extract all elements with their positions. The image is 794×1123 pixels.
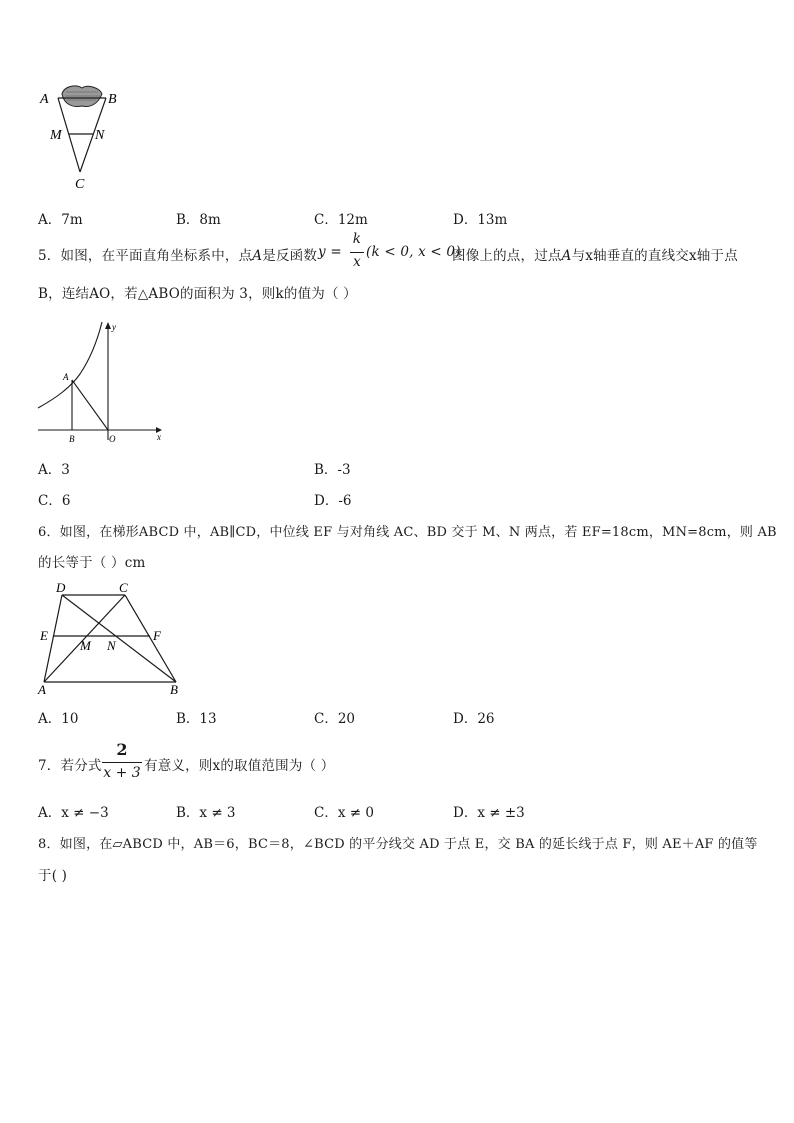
- q5-point-a2: A: [561, 248, 572, 264]
- q6-option-d: D．26: [453, 711, 495, 727]
- q5-option-d: D．-6: [314, 493, 352, 509]
- q6-option-b: B．13: [176, 711, 217, 727]
- label-E: E: [40, 628, 48, 643]
- q7-frac-den: x + 3: [103, 765, 141, 781]
- q7-option-c: C．x ≠ 0: [314, 805, 374, 821]
- q7-option-d: D．x ≠ ±3: [453, 805, 525, 821]
- q6-figure: [36, 578, 186, 696]
- q7-option-a: A．x ≠ −3: [38, 805, 109, 821]
- q5-text-e: 与x轴垂直的直线交x轴于点: [571, 248, 738, 264]
- q6-text-line1: 6．如图，在梯形ABCD 中，AB∥CD，中位线 EF 与对角线 AC、BD 交于 M、N 两点，若 EF=18cm，MN=8cm，则 AB: [38, 525, 777, 540]
- q5-option-b: B．-3: [314, 462, 351, 478]
- label-C: C: [119, 580, 128, 595]
- q5-text-b: 是反函数: [262, 248, 318, 264]
- q5-text-c: [452, 244, 738, 264]
- q7-frac-num: 2: [116, 740, 128, 759]
- q5-y-eq: y =: [318, 244, 342, 260]
- label-B: B: [170, 682, 178, 696]
- q5-text-a: 5．如图，在平面直角坐标系中，点: [38, 248, 253, 264]
- hyperbola-curve: [38, 322, 102, 408]
- q5-option-a: A．3: [38, 462, 70, 478]
- label-M: M: [80, 638, 91, 653]
- q4-figure: [36, 84, 126, 194]
- label-O: O: [109, 434, 116, 444]
- label-D: D: [56, 580, 66, 595]
- q5-point-a: A: [252, 248, 263, 264]
- label-A: A: [40, 92, 49, 107]
- q5-frac-bar: [350, 252, 364, 253]
- q6-option-c: C．20: [314, 711, 356, 727]
- label-y: y: [112, 322, 116, 332]
- q5-frac-num: k: [352, 231, 362, 247]
- q5-text-c1: 图像上的点，过点: [452, 248, 562, 264]
- label-N: N: [95, 128, 105, 143]
- q5-figure: [36, 318, 168, 444]
- q6-option-a: A．10: [38, 711, 79, 727]
- label-A: A: [63, 372, 69, 382]
- label-N: N: [107, 638, 116, 653]
- q7-text-b: 有意义，则x的取值范围为（ ）: [144, 758, 335, 774]
- q7-text-a: 7．若分式: [38, 758, 102, 774]
- q8-text-line1: 8．如图，在▱ABCD 中，AB＝6，BC＝8，∠BCD 的平分线交 AD 于点 E，交 BA 的延长线于点 F，则 AE＋AF 的值等: [38, 837, 758, 852]
- q4-option-d: D．13m: [453, 212, 508, 228]
- label-B: B: [108, 92, 117, 107]
- label-B: B: [69, 434, 75, 444]
- q4-option-b: B．8m: [176, 212, 221, 228]
- label-A: A: [38, 682, 46, 696]
- q6-text-line2: 的长等于（ ）cm: [38, 555, 146, 571]
- label-x: x: [157, 432, 161, 442]
- q7-frac-bar: [102, 762, 142, 763]
- label-C: C: [75, 177, 85, 192]
- q8-text-line2: 于( ): [38, 868, 68, 884]
- q4-option-c: C．12m: [314, 212, 368, 228]
- label-M: M: [50, 128, 62, 143]
- q5-option-c: C．6: [38, 493, 71, 509]
- q5-text-line2: B，连结AO，若△ABO的面积为 3，则k的值为（ ）: [38, 286, 357, 302]
- q4-option-a: A．7m: [38, 212, 83, 228]
- q5-text-line1: [38, 244, 317, 264]
- label-F: F: [153, 628, 161, 643]
- q5-condition: (k < 0, x < 0): [366, 244, 461, 260]
- q5-frac-den: x: [353, 254, 361, 270]
- q7-option-b: B．x ≠ 3: [176, 805, 236, 821]
